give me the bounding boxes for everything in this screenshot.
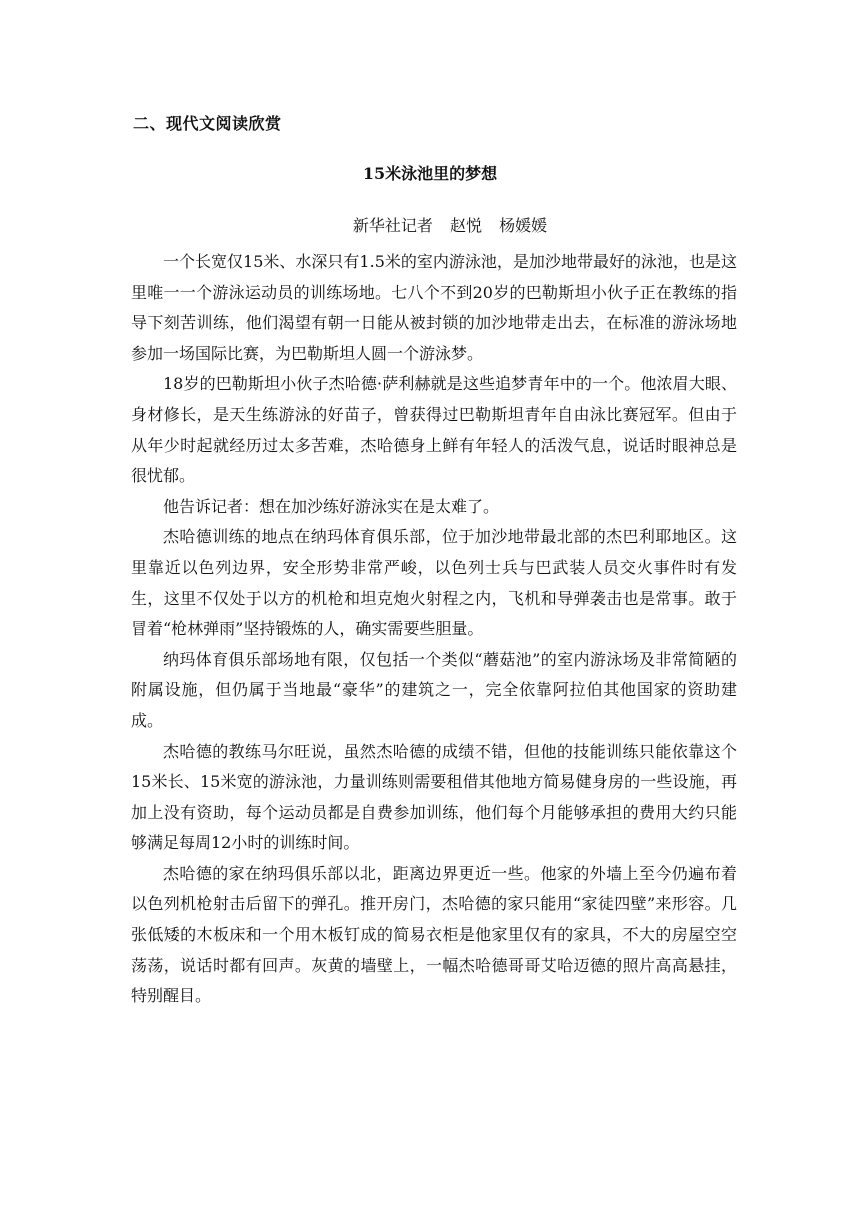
paragraph: 杰哈德的家在纳玛俱乐部以北，距离边界更近一些。他家的外墙上至今仍遍布着以色列机枪射击后留下的弹孔。推开房门，杰哈德的家只能用“家徒四壁”来形容。几张低矮的木板床和一个用木板钉成的简易衣柜是他家里仅有的家具，不大的房屋空空荡荡，说话时都有回声。灰黄的墙壁上，一幅杰哈德哥哥艾哈迈德的照片高高悬挂，特别醒目。 xyxy=(131,863,737,1006)
byline xyxy=(0,214,860,238)
byline-author-2: 杨媛媛 xyxy=(499,216,548,235)
paragraph: 18岁的巴勒斯坦小伙子杰哈德·萨利赫就是这些追梦青年中的一个。他浓眉大眼、身材修长，是天生练游泳的好苗子，曾获得过巴勒斯坦青年自由泳比赛冠军。但由于从年少时起就经历过太多苦难，杰哈德身上鲜有年轻人的活泼气息，说话时眼神总是很忧郁。 xyxy=(131,374,737,486)
byline-agency: 新华社记者 xyxy=(352,216,433,235)
article-title: 15米泳池里的梦想 xyxy=(362,164,498,183)
paragraph: 一个长宽仅15米、水深只有1.5米的室内游泳池，是加沙地带最好的泳池，也是这里唯一一个游泳运动员的训练场地。七八个不到20岁的巴勒斯坦小伙子正在教练的指导下刻苦训练，他们渴望有朝一日能从被封锁的加沙地带走出去，在标准的游泳场地参加一场国际比赛，为巴勒斯坦人圆一个游泳梦。 xyxy=(131,252,737,363)
paragraph: 杰哈德训练的地点在纳玛体育俱乐部，位于加沙地带最北部的杰巴利耶地区。这里靠近以色列边界，安全形势非常严峻，以色列士兵与巴武装人员交火事件时有发生，这里不仅处于以方的机枪和坦克炮火射程之内，飞机和导弹袭击也是常事。敢于冒着“枪林弹雨”坚持锻炼的人，确实需要些胆量。 xyxy=(131,527,737,639)
paragraph: 杰哈德的教练马尔旺说，虽然杰哈德的成绩不错，但他的技能训练只能依靠这个15米长、15米宽的游泳池，力量训练则需要租借其他地方简易健身房的一些设施，再加上没有资助，每个运动员都是自费参加训练，他们每个月能够承担的费用大约只能够满足每周12小时的训练时间。 xyxy=(131,741,737,853)
paragraph: 他告诉记者：想在加沙练好游泳实在是太难了。 xyxy=(163,496,500,516)
article-body xyxy=(131,247,737,1012)
paragraph: 纳玛体育俱乐部场地有限，仅包括一个类似“蘑菇池”的室内游泳场及非常简陋的附属设施，但仍属于当地最“豪华”的建筑之一，完全依靠阿拉伯其他国家的资助建成。 xyxy=(131,649,737,730)
byline-author-1: 赵悦 xyxy=(449,216,482,235)
section-heading: 二、现代文阅读欣赏 xyxy=(133,114,282,133)
